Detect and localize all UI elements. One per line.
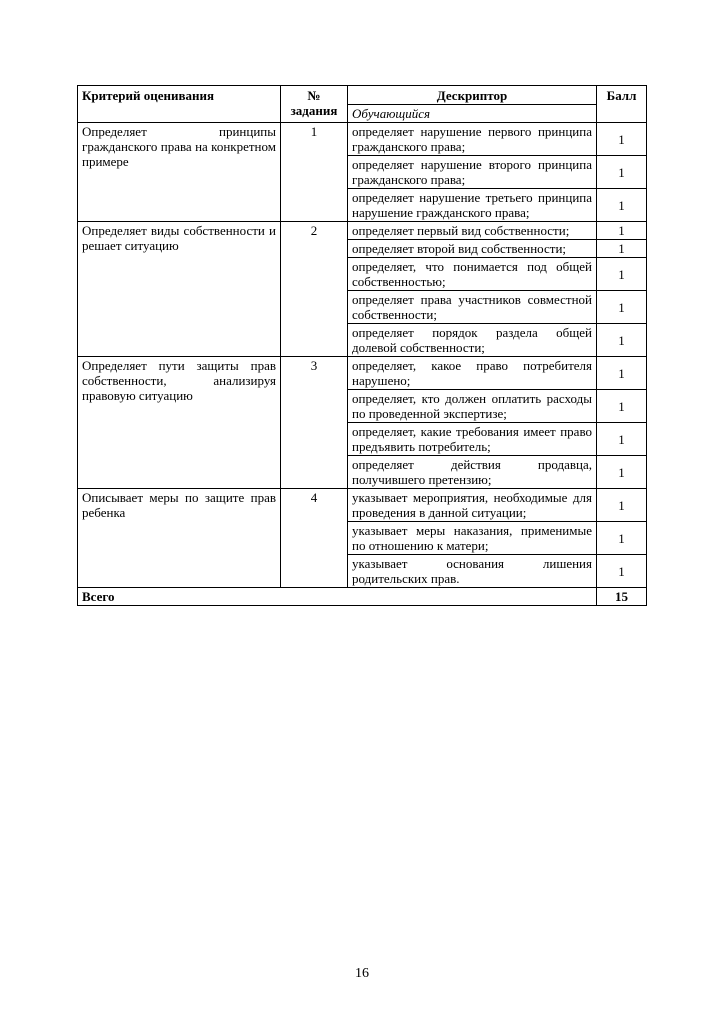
points-cell: 1	[597, 357, 647, 390]
descriptor-cell: определяет нарушение первого принципа гражданского права;	[348, 123, 597, 156]
descriptor-cell: указывает мероприятия, необходимые для проведения в данной ситуации;	[348, 489, 597, 522]
task-number-cell: 2	[281, 222, 348, 357]
points-cell: 1	[597, 456, 647, 489]
descriptor-cell: определяет нарушение третьего принципа нарушение гражданского права;	[348, 189, 597, 222]
header-points: Балл	[597, 86, 647, 123]
descriptor-cell: определяет, что понимается под общей собственностью;	[348, 258, 597, 291]
descriptor-cell: определяет нарушение второго принципа гражданского права;	[348, 156, 597, 189]
descriptor-cell: указывает меры наказания, применимые по отношению к матери;	[348, 522, 597, 555]
total-row	[78, 588, 647, 606]
points-cell: 1	[597, 423, 647, 456]
table-row	[78, 357, 647, 390]
assessment-table	[77, 85, 647, 606]
descriptor-cell: определяет, кто должен оплатить расходы по проведенной экспертизе;	[348, 390, 597, 423]
page-number: 16	[355, 966, 369, 981]
criterion-cell: Определяет принципы гражданского права на конкретном примере	[78, 123, 281, 222]
descriptor-cell: определяет, какое право потребителя нарушено;	[348, 357, 597, 390]
table-row	[78, 123, 647, 156]
descriptor-cell: определяет действия продавца, получившего претензию;	[348, 456, 597, 489]
points-cell: 1	[597, 390, 647, 423]
points-cell: 1	[597, 258, 647, 291]
descriptor-cell: определяет права участников совместной собственности;	[348, 291, 597, 324]
total-label: Всего	[78, 588, 597, 606]
header-task-number: № задания	[281, 86, 348, 123]
points-cell: 1	[597, 189, 647, 222]
task-number-cell: 3	[281, 357, 348, 489]
points-cell: 1	[597, 156, 647, 189]
criterion-cell: Определяет виды собственности и решает ситуацию	[78, 222, 281, 357]
criterion-cell: Определяет пути защиты прав собственности, анализируя правовую ситуацию	[78, 357, 281, 489]
points-cell: 1	[597, 291, 647, 324]
descriptor-cell: определяет первый вид собственности;	[348, 222, 597, 240]
descriptor-cell: указывает основания лишения родительских прав.	[348, 555, 597, 588]
points-cell: 1	[597, 555, 647, 588]
descriptor-cell: определяет порядок раздела общей долевой собственности;	[348, 324, 597, 357]
descriptor-cell: определяет второй вид собственности;	[348, 240, 597, 258]
points-cell: 1	[597, 240, 647, 258]
total-points: 15	[597, 588, 647, 606]
table-row	[78, 222, 647, 240]
task-number-cell: 1	[281, 123, 348, 222]
learner-label: Обучающийся	[348, 105, 597, 123]
header-row	[78, 86, 647, 105]
descriptor-cell: определяет, какие требования имеет право предъявить потребитель;	[348, 423, 597, 456]
points-cell: 1	[597, 522, 647, 555]
header-descriptor: Дескриптор	[348, 86, 597, 105]
table-row	[78, 489, 647, 522]
points-cell: 1	[597, 222, 647, 240]
task-number-cell: 4	[281, 489, 348, 588]
points-cell: 1	[597, 123, 647, 156]
table-body	[78, 123, 647, 588]
header-criterion: Критерий оценивания	[78, 86, 281, 123]
criterion-cell: Описывает меры по защите прав ребенка	[78, 489, 281, 588]
points-cell: 1	[597, 324, 647, 357]
points-cell: 1	[597, 489, 647, 522]
